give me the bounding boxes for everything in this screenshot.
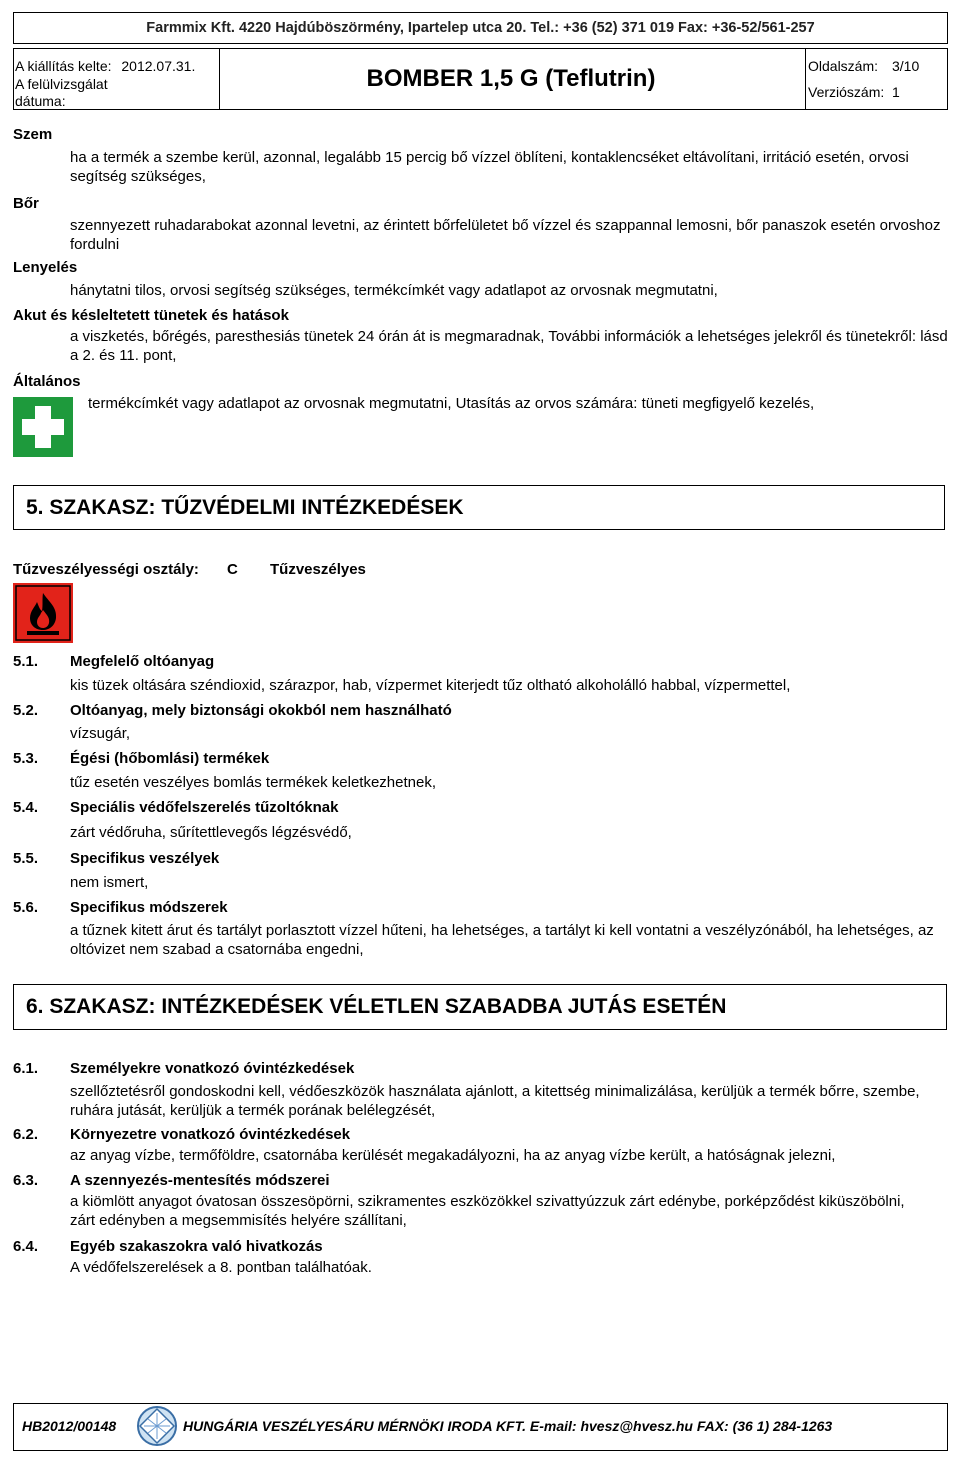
item-6-2-num: 6.2. <box>13 1126 39 1143</box>
company-logo-icon <box>136 1405 178 1447</box>
item-5-6-title: Specifikus módszerek <box>70 899 228 916</box>
eye-title: Szem <box>13 126 53 143</box>
item-6-2-title: Környezetre vonatkozó óvintézkedések <box>70 1126 351 1143</box>
section5-title-box <box>13 485 945 530</box>
version-label: Verziószám: <box>808 84 885 100</box>
item-5-5-num: 5.5. <box>13 850 39 867</box>
item-6-3-text: a kiömlött anyagot óvatosan összesöpörni, szikramentes eszközökkel szivattyúzzuk zárt edénybe, porképződést kiküszöbölni, zárt edényben a megsemmisítés helyére szállítani, <box>70 1193 905 1229</box>
first-aid-cross-icon <box>13 397 73 457</box>
item-6-1-text: szellőztetésről gondoskodni kell, védőeszközök használata ajánlott, a kitettség minimalizálása, kerüljük a termék bőrre, szembe, ruhára jutását, kerüljük a termék porának belélegzését, <box>70 1083 920 1119</box>
fire-class-label: Tűzveszélyességi osztály: <box>13 561 199 578</box>
item-6-1-num: 6.1. <box>13 1060 39 1077</box>
item-5-3-title: Égési (hőbomlási) termékek <box>70 750 270 767</box>
section5-title: 5. SZAKASZ: TŰZVÉDELMI INTÉZKEDÉSEK <box>26 496 464 519</box>
issue-date: 2012.07.31. <box>121 58 196 74</box>
item-5-4-num: 5.4. <box>13 799 39 816</box>
item-6-4-num: 6.4. <box>13 1238 39 1255</box>
page-value: 3/10 <box>892 58 920 74</box>
issue-date-line <box>15 57 195 75</box>
item-5-2-text: vízsugár, <box>70 725 131 742</box>
fire-class-value: C <box>227 561 238 578</box>
item-5-5-title: Specifikus veszélyek <box>70 850 220 867</box>
header-company: Farmmix Kft. 4220 Hajdúböszörmény, Ipartelep utca 20. Tel.: +36 (52) 371 019 Fax: +36-52/561-257 <box>146 20 815 36</box>
item-5-2-num: 5.2. <box>13 702 39 719</box>
section6-title: 6. SZAKASZ: INTÉZKEDÉSEK VÉLETLEN SZABADBA JUTÁS ESETÉN <box>26 995 727 1018</box>
version-value: 1 <box>892 84 900 100</box>
symptoms-text: a viszketés, bőrégés, paresthesiás tünetek 24 órán át is megmaradnak, További információk a lehetséges jelekről és tünetekről: lásd a 2. és 11. pont, <box>70 328 948 364</box>
skin-title: Bőr <box>13 195 39 212</box>
general-text: termékcímkét vagy adatlapot az orvosnak megmutatni, Utasítás az orvos számára: tüneti megfigyelő kezelés, <box>88 395 815 412</box>
fire-class-desc: Tűzveszélyes <box>270 561 366 578</box>
item-5-6-num: 5.6. <box>13 899 39 916</box>
review-label-2: dátuma: <box>15 93 66 109</box>
item-6-3-num: 6.3. <box>13 1172 39 1189</box>
footer-company: HUNGÁRIA VESZÉLYESÁRU MÉRNÖKI IRODA KFT. E-mail: hvesz@hvesz.hu FAX: (36 1) 284-1263 <box>183 1418 833 1434</box>
item-6-3-title: A szennyezés-mentesítés módszerei <box>70 1172 330 1189</box>
flammable-flame-icon <box>13 583 73 643</box>
symptoms-title: Akut és késleltetett tünetek és hatások <box>13 307 289 324</box>
skin-text: szennyezett ruhadarabokat azonnal levetni, az érintett bőrfelületet bő vízzel és szappannal lemosni, bőr panaszok esetén orvoshoz fordulni <box>70 217 941 253</box>
header-company-box <box>13 12 948 44</box>
item-6-4-title: Egyéb szakaszokra való hivatkozás <box>70 1238 323 1255</box>
product-title: BOMBER 1,5 G (Teflutrin) <box>366 65 656 92</box>
item-5-2-title: Oltóanyag, mely biztonsági okokból nem használható <box>70 702 452 719</box>
item-6-1-title: Személyekre vonatkozó óvintézkedések <box>70 1060 355 1077</box>
item-5-1-title: Megfelelő oltóanyag <box>70 653 215 670</box>
ingestion-text: hánytatni tilos, orvosi segítség szükséges, termékcímkét vagy adatlapot az orvosnak megmutatni, <box>70 282 718 299</box>
review-label-1: A felülvizsgálat <box>15 76 108 92</box>
item-6-2-text: az anyag vízbe, termőföldre, csatornába kerülését megakadályozni, ha az anyag vízbe került, a hatóságnak jelezni, <box>70 1147 836 1164</box>
general-title: Általános <box>13 373 81 390</box>
item-5-3-num: 5.3. <box>13 750 39 767</box>
item-5-4-text: zárt védőruha, sűrítettlevegős légzésvédő, <box>70 824 352 841</box>
item-5-1-text: kis tüzek oltására széndioxid, szárazpor, hab, vízpermet kiterjedt tűz oltható alkoholálló habbal, vízpermettel, <box>70 677 791 694</box>
section6-title-box <box>13 984 947 1030</box>
page-label: Oldalszám: <box>808 58 879 74</box>
item-5-3-text: tűz esetén veszélyes bomlás termékek keletkezhetnek, <box>70 774 437 791</box>
item-5-4-title: Speciális védőfelszerelés tűzoltóknak <box>70 799 339 816</box>
item-5-5-text: nem ismert, <box>70 874 149 891</box>
issue-label: A kiállítás kelte: <box>15 58 112 74</box>
item-5-1-num: 5.1. <box>13 653 39 670</box>
footer-doc-id: HB2012/00148 <box>22 1418 117 1434</box>
eye-text: ha a termék a szembe kerül, azonnal, legalább 15 percig bő vízzel öblíteni, kontaklencséket eltávolítani, irritáció esetén, orvosi segítség szükséges, <box>70 149 909 185</box>
item-5-6-text: a tűznek kitett árut és tartályt porlasztott vízzel hűteni, ha lehetséges, a tartályt ki kell vontatni a veszélyzónából, ha lehetséges, az oltóvizet nem szabad a csatornába engedni, <box>70 922 934 958</box>
ingestion-title: Lenyelés <box>13 259 78 276</box>
item-6-4-text: A védőfelszerelések a 8. pontban találhatóak. <box>70 1259 372 1276</box>
